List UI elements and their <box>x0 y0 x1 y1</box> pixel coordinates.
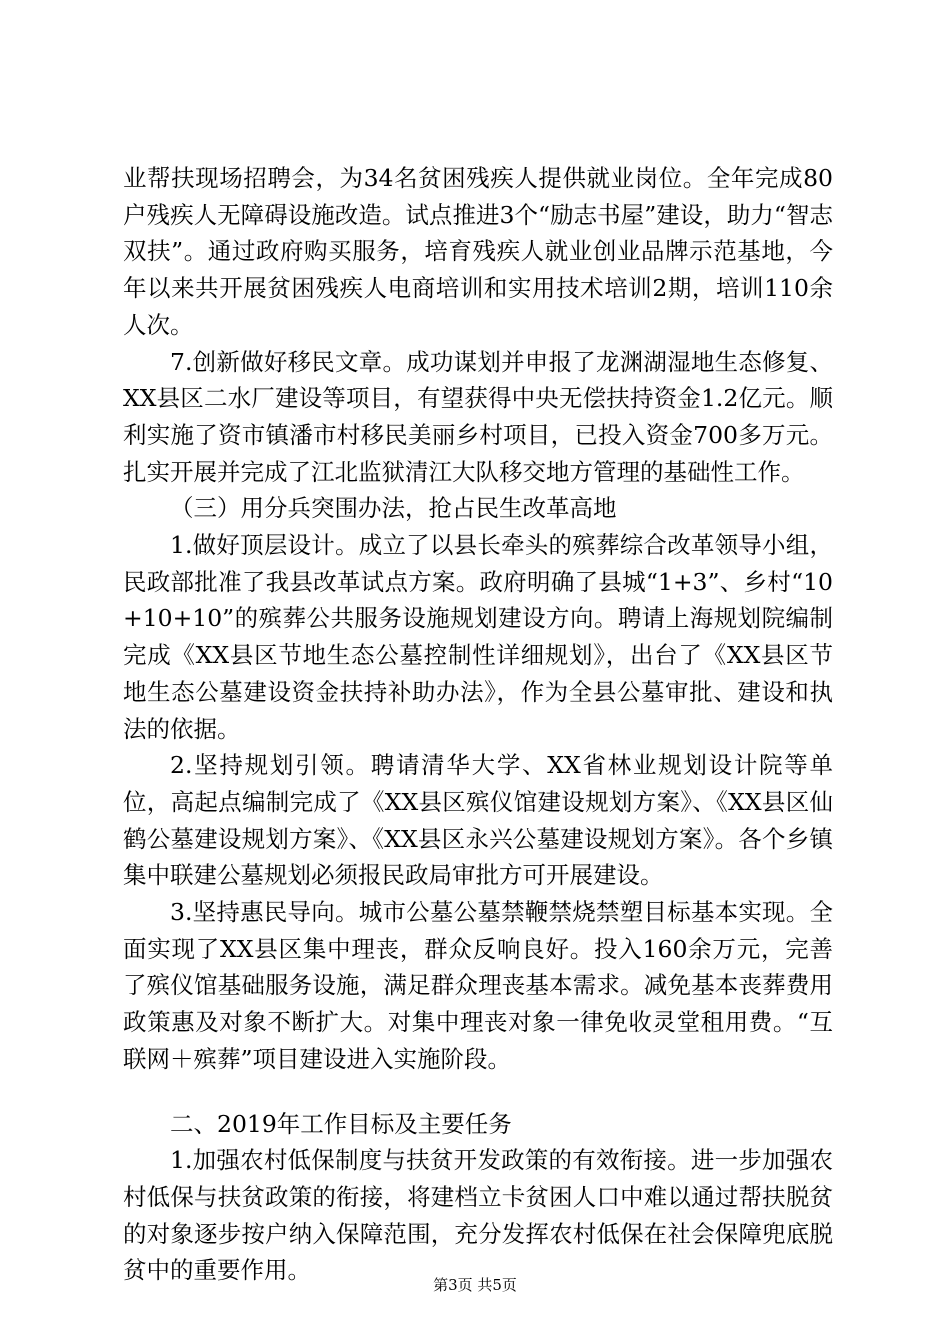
paragraph-item-7: 7.创新做好移民文章。成功谋划并申报了龙渊湖湿地生态修复、XX县区二水厂建设等项目，有望获得中央无偿扶持资金1.2亿元。顺利实施了资市镇潘市村移民美丽乡村项目，已投入资金700多万元。扎实开展并完成了江北监狱清江大队移交地方管理的基础性工作。 <box>123 347 833 486</box>
paragraph-continuation: 业帮扶现场招聘会，为34名贫困残疾人提供就业岗位。全年完成80户残疾人无障碍设施改造。试点推进3个“励志书屋”建设，助力“智志双扶”。通过政府购买服务，培育残疾人就业创业品牌示范基地，今年以来共开展贫困残疾人电商培训和实用技术培训2期，培训110余人次。 <box>123 164 833 339</box>
section-heading-3: （三）用分兵突围办法，抢占民生改革高地 <box>170 494 617 523</box>
paragraph-item-3: 3.坚持惠民导向。城市公墓公墓禁鞭禁烧禁塑目标基本实现。全面实现了XX县区集中理丧，群众反响良好。投入160余万元，完善了殡仪馆基础服务设施，满足群众理丧基本需求。减免基本丧葬费用政策惠及对象不断扩大。对集中理丧对象一律免收灵堂租用费。“互联网＋殡葬”项目建设进入实施阶段。 <box>123 898 833 1073</box>
paragraph-item-2: 2.坚持规划引领。聘请清华大学、XX省林业规划设计院等单位，高起点编制完成了《XX县区殡仪馆建设规划方案》、《XX县区仙鹤公墓建设规划方案》、《XX县区永兴公墓建设规划方案》。各个乡镇集中联建公墓规划必须报民政局审批方可开展建设。 <box>123 751 833 890</box>
page-footer: 第3页 共5页 <box>433 1276 517 1294</box>
section-heading-2019: 二、2019年工作目标及主要任务 <box>170 1109 512 1138</box>
document-body <box>123 160 833 1289</box>
paragraph-item-1: 1.做好顶层设计。成立了以县长牵头的殡葬综合改革领导小组，民政部批准了我县改革试点方案。政府明确了县城“1+3”、乡村“10+10+10”的殡葬公共服务设施规划建设方向。聘请上海规划院编制完成《XX县区节地生态公墓控制性详细规划》，出台了《XX县区节地生态公墓建设资金扶持补助办法》，作为全县公墓审批、建设和执法的依据。 <box>123 531 833 743</box>
section-gap <box>123 1078 833 1106</box>
paragraph-goal-1: 1.加强农村低保制度与扶贫开发政策的有效衔接。进一步加强农村低保与扶贫政策的衔接，将建档立卡贫困人口中难以通过帮扶脱贫的对象逐步按户纳入保障范围，充分发挥农村低保在社会保障兜底脱贫中的重要作用。 <box>123 1146 833 1285</box>
